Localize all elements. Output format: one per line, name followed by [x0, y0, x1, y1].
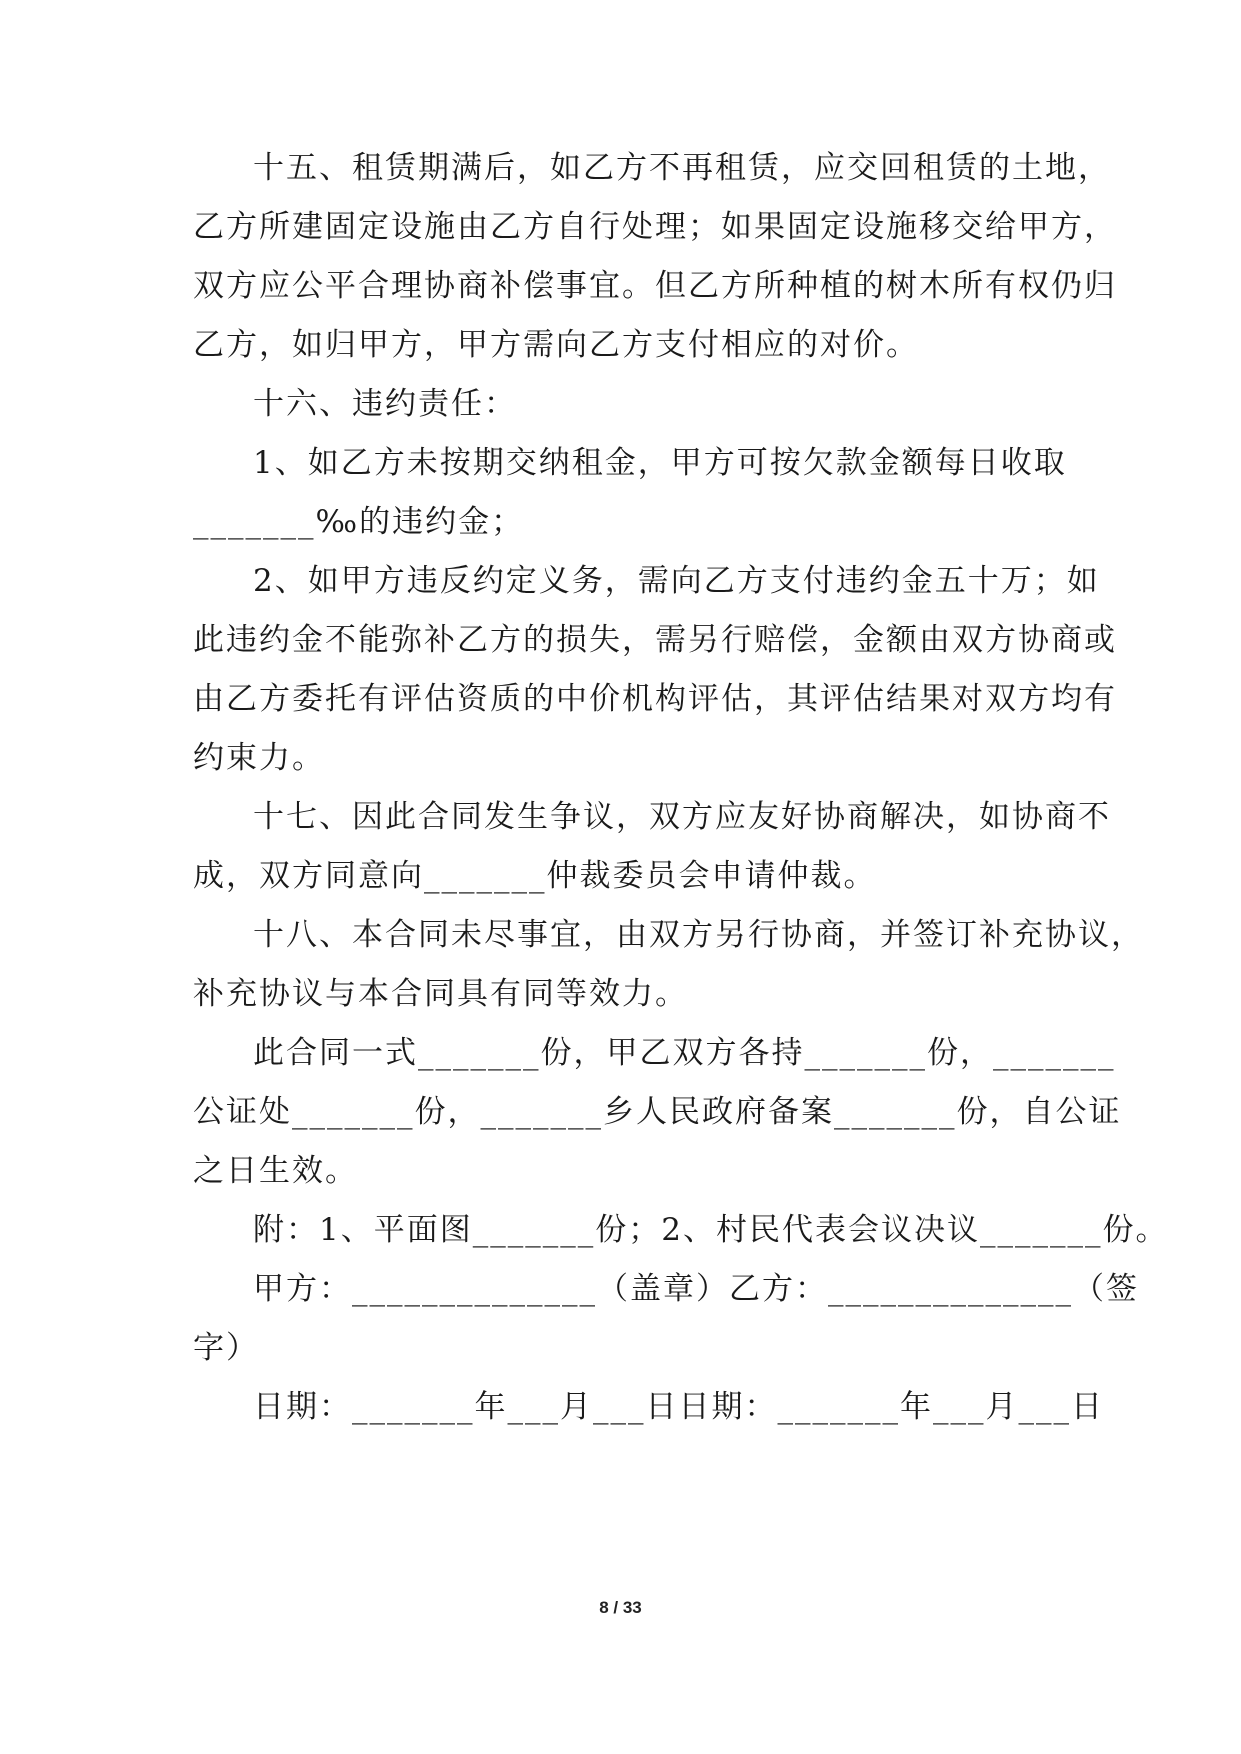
clause-16-2-line-3: 由乙方委托有评估资质的中价机构评估，其评估结果对双方均有	[193, 681, 1117, 717]
copies-paragraph-line-2: 公证处_______份，_______乡人民政府备案_______份，自公证	[193, 1094, 1122, 1130]
copies-paragraph-line-3: 之日生效。	[193, 1153, 358, 1189]
section-16-heading: 十六、违约责任：	[253, 386, 517, 422]
paragraph-18-line-1: 十八、本合同未尽事宜，由双方另行协商，并签订补充协议，	[253, 917, 1144, 953]
paragraph-17-line-1: 十七、因此合同发生争议，双方应友好协商解决，如协商不	[253, 799, 1111, 835]
clause-16-2-line-1: 2、如甲方违反约定义务，需向乙方支付违约金五十万；如	[253, 563, 1100, 599]
page-number: 8 / 33	[599, 1598, 642, 1617]
clause-16-1-line-1: 1、如乙方未按期交纳租金，甲方可按欠款金额每日收取	[253, 445, 1067, 481]
paragraph-15-line-1: 十五、租赁期满后，如乙方不再租赁，应交回租赁的土地，	[253, 150, 1111, 186]
paragraph-17-line-2: 成，双方同意向_______仲裁委员会申请仲裁。	[193, 858, 877, 894]
clause-16-1-line-2: _______‰的违约金；	[193, 504, 525, 540]
clause-16-2-line-2: 此违约金不能弥补乙方的损失，需另行赔偿，金额由双方协商或	[193, 622, 1117, 658]
paragraph-15-line-3: 双方应公平合理协商补偿事宜。但乙方所种植的树木所有权仍归	[193, 268, 1117, 304]
paragraph-15-line-4: 乙方，如归甲方，甲方需向乙方支付相应的对价。	[193, 327, 919, 363]
copies-paragraph-line-1: 此合同一式_______份，甲乙双方各持_______份，_______	[253, 1035, 1116, 1071]
attachments-line: 附：1、平面图_______份；2、村民代表会议决议_______份。	[253, 1212, 1169, 1248]
clause-16-2-line-4: 约束力。	[193, 740, 325, 776]
date-line: 日期：_______年___月___日日期：_______年___月___日	[253, 1389, 1104, 1425]
paragraph-15-line-2: 乙方所建固定设施由乙方自行处理；如果固定设施移交给甲方，	[193, 209, 1117, 245]
paragraph-18-line-2: 补充协议与本合同具有同等效力。	[193, 976, 688, 1012]
signature-line-1: 甲方：______________（盖章）乙方：______________（签	[253, 1271, 1139, 1307]
signature-line-2: 字）	[193, 1330, 259, 1366]
